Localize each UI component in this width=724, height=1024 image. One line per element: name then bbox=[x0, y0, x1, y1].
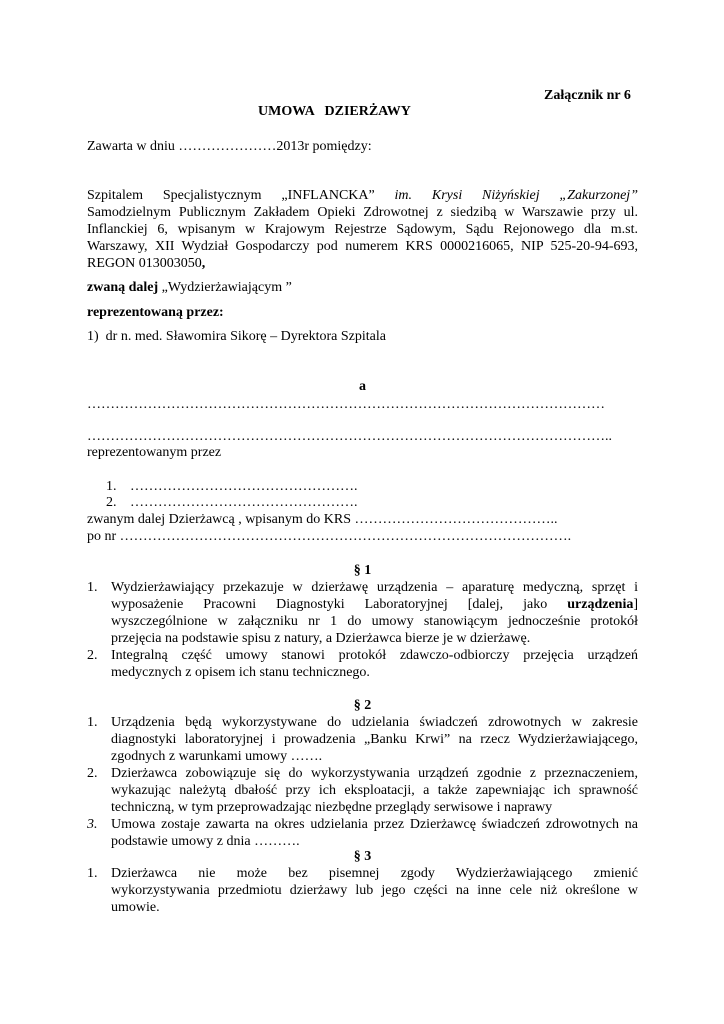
s2-item1-line2: diagnostyki laboratoryjnej i prowadzenia „Banku Krwi” na rzecz Wydzierżawiającego, bbox=[111, 732, 638, 747]
s1-item1-defined-term: urządzenia bbox=[567, 597, 634, 612]
party1-line5 bbox=[87, 255, 638, 272]
s2-item3-number: 3. bbox=[87, 817, 98, 832]
s1-item2-number: 2. bbox=[87, 648, 98, 663]
party1-represented: reprezentowaną przez: bbox=[87, 305, 224, 320]
party1-regon: REGON 013003050 bbox=[87, 256, 202, 271]
s2-item2-line2: wykazując należytą dbałość przy ich eksploatacji, a także zapewniając ich sprawność bbox=[111, 783, 638, 798]
s1-item1-bracket: ] bbox=[633, 597, 639, 612]
party2-krs-number: po nr ……………………………………………………………………………………. bbox=[87, 529, 572, 544]
s3-item1-text bbox=[111, 865, 638, 916]
party2-represented: reprezentowanym przez bbox=[87, 445, 222, 460]
s2-item3-line1: Umowa zostaje zawarta na okres udzielania przez Dzierżawcę świadczeń zdrowotnych na bbox=[111, 817, 638, 832]
party1-line1 bbox=[87, 187, 638, 204]
s2-item3-line2: podstawie umowy z dnia ………. bbox=[111, 834, 300, 849]
conjunction-and: a bbox=[359, 379, 366, 394]
party1-called-name: „Wydzierżawiającym ” bbox=[158, 280, 292, 295]
document-title: UMOWA DZIERŻAWY bbox=[258, 104, 411, 119]
s1-item1-line3: wyszczególnione w załączniku nr 1 do umowy stanowiącym jednocześnie protokół bbox=[111, 614, 638, 629]
party1-regon-comma: , bbox=[201, 256, 206, 271]
s2-item2-number: 2. bbox=[87, 766, 98, 781]
s1-item1-line2 bbox=[111, 596, 638, 613]
s2-item2-line1: Dzierżawca zobowiązuje się do wykorzystywania urządzeń zgodnie z przeznaczeniem, bbox=[111, 766, 638, 781]
s3-item1-number: 1. bbox=[87, 866, 98, 881]
section-1-heading: § 1 bbox=[353, 563, 372, 578]
s2-item1-number: 1. bbox=[87, 715, 98, 730]
s2-item2-text bbox=[111, 765, 638, 816]
party1-hospital-name: Szpitalem Specjalistycznym „INFLANCKA” bbox=[87, 188, 375, 203]
s2-item3-text bbox=[111, 816, 638, 850]
party1-called bbox=[87, 279, 292, 296]
party2-called: zwanym dalej Dzierżawcą , wpisanym do KRS …………………………………….. bbox=[87, 512, 558, 527]
s2-item2-line3: techniczną, w tym przeprowadzając niezbędne przeglądy serwisowe i naprawy bbox=[111, 800, 553, 815]
s1-item1-line4: przejęcia na podstawie spisu z natury, a Dzierżawca bierze je w dzierżawę. bbox=[111, 631, 531, 646]
s2-item1-text bbox=[111, 714, 638, 765]
s1-item1-line1: Wydzierżawiający przekazuje w dzierżawę urządzenia – aparaturę medyczną, sprzęt i bbox=[111, 580, 638, 595]
party2-rep1-number: 1. bbox=[106, 479, 117, 494]
s1-item1-number: 1. bbox=[87, 580, 98, 595]
party2-dots-line2: ………………………………………………………………………………………………….. bbox=[87, 429, 612, 444]
s1-item2-line2: medycznych z opisem ich stanu technicznego. bbox=[111, 665, 370, 680]
party2-rep2-number: 2. bbox=[106, 495, 117, 510]
party2-rep1-dots: …………………………………………. bbox=[130, 479, 358, 494]
s1-item2-line1: Integralną część umowy stanowi protokół zdawczo-odbiorczy przejęcia urządzeń bbox=[111, 648, 638, 663]
s1-item1-text bbox=[111, 579, 638, 647]
party1-description bbox=[87, 187, 638, 272]
party2-rep2-dots: …………………………………………. bbox=[130, 495, 358, 510]
s2-item1-line1: Urządzenia będą wykorzystywane do udzielania świadczeń zdrowotnych w zakresie bbox=[111, 715, 638, 730]
s3-item1-line3: umowie. bbox=[111, 900, 160, 915]
section-3-heading: § 3 bbox=[353, 849, 372, 864]
party1-called-bold: zwaną dalej bbox=[87, 280, 159, 295]
section-2-heading: § 2 bbox=[353, 698, 372, 713]
party1-patron-name: im. Krysi Niżyńskiej „Zakurzonej” bbox=[394, 188, 638, 203]
party1-line4: Warszawy, XII Wydział Gospodarczy pod numerem KRS 0000216065, NIP 525-20-94-693, bbox=[87, 239, 638, 254]
s1-item2-text bbox=[111, 647, 638, 681]
concluded-date-line: Zawarta w dniu …………………2013r pomiędzy: bbox=[87, 139, 372, 154]
s1-item1-line2-text: wyposażenie Pracowni Diagnostyki Laboratoryjnej [dalej, jako bbox=[111, 597, 548, 612]
party1-line3: Inflanckiej 6, wpisanym w Krajowym Rejestrze Sądowym, Sądu Rejonowego dla m.st. bbox=[87, 222, 638, 237]
s2-item1-line3: zgodnych z warunkami umowy ……. bbox=[111, 749, 323, 764]
s3-item1-line1: Dzierżawca nie może bez pisemnej zgody Wydzierżawiającego zmienić bbox=[111, 866, 638, 881]
party1-line2: Samodzielnym Publicznym Zakładem Opieki Zdrowotnej z siedzibą w Warszawie przy ul. bbox=[87, 205, 638, 220]
party1-representative-1: 1) dr n. med. Sławomira Sikorę – Dyrektora Szpitala bbox=[87, 329, 386, 344]
attachment-label: Załącznik nr 6 bbox=[544, 88, 631, 103]
s3-item1-line2: wykorzystywania przedmiotu dzierżawy lub jego części na inne cele niż określone w bbox=[111, 883, 638, 898]
party2-dots-line1: ………………………………………………………………………………………………… bbox=[87, 397, 605, 412]
